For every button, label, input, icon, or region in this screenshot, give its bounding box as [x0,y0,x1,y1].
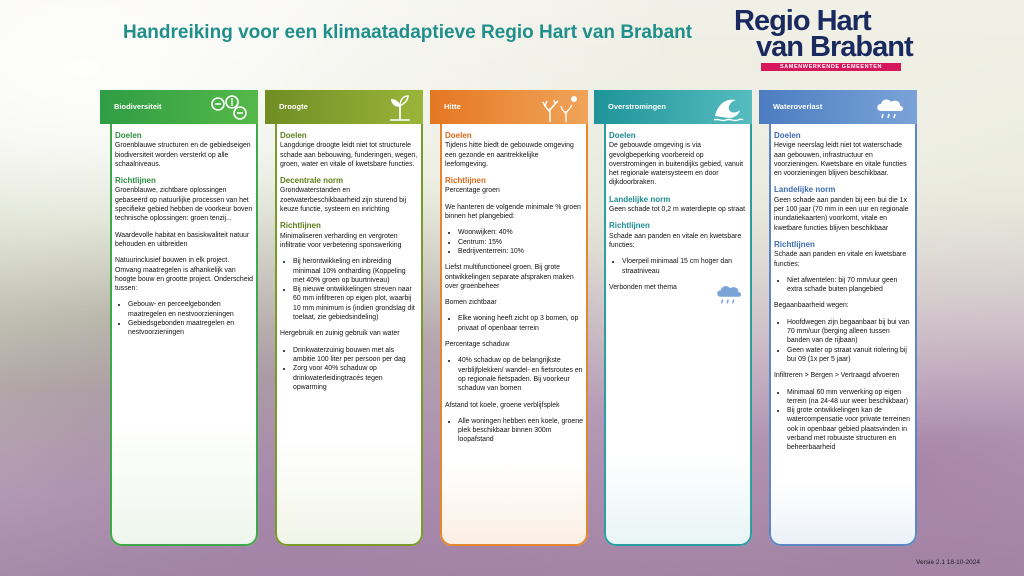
section-paragraph: Infiltreren > Bergen > Vertraagd afvoeren [774,372,900,380]
leaf-animals-icon [210,94,250,124]
bullet-list [280,257,418,322]
bullet-list [609,257,747,276]
bullet-item: • Vloerpeil minimaal 15 cm hoger dan straatniveau [622,257,747,276]
section-paragraph: Geen schade aan panden bij een bui die 1x per 100 jaar (70 mm in een uur en regionale inundatiekaarten) voorkomt, vitale en kwetbare functies blijven beschikbaar [774,196,909,232]
card-header [430,90,588,124]
section-heading: Doelen [774,131,801,140]
card-title: Wateroverlast [773,102,823,111]
card-wateroverlast [759,90,917,546]
bullet-item: • Hoofdwegen zijn begaanbaar bij bui van 70 mm/uur (berging alleen tussen banden van de rijbaan) [787,318,912,346]
section-paragraph: Natuurinclusief bouwen in elk project. Omvang maatregelen is afhankelijk van hoogte bouw en grootte project. Onderscheid tussen: [115,257,253,293]
section-heading: Doelen [609,131,636,140]
section-heading: Doelen [280,131,307,140]
card-biodiversiteit [100,90,258,546]
section-paragraph: Langdurige droogte leidt niet tot structurele schade aan bebouwing, funderingen, wegen, groen, water en vitale of kwetsbare functies. [280,142,418,168]
sprout-icon [385,94,415,124]
card-body [275,122,423,546]
section-paragraph: Groenblauwe structuren en de gebiedseigen biodiversiteit worden versterkt op alle schaalniveaus. [115,142,251,168]
rain-cloud-icon [873,94,909,124]
bullet-item: • Drinkwaterzuinig bouwen met als ambitie 100 liter per persoon per dag [293,346,418,365]
card-content [445,128,583,452]
bullet-item: • 40% schaduw op de belangrijkste verblijfplekken/ wandel- en fietsroutes en op regionale fietspaden. Bij voorkeur schaduw van bomen [458,356,583,393]
section-heading: Richtlijnen [280,221,321,231]
bullet-list [280,346,418,392]
section-paragraph: De gebouwde omgeving is via gevolgbeperking voorbereid op overstromingen in buitendijks gebied, vanuit het regionale watersysteem en door dijkdoorbraken. [609,142,744,187]
section-paragraph: Waardevolle habitat en basiskwaliteit natuur behouden en uitbreiden [115,231,250,248]
card-content [280,128,418,399]
card-header [594,90,752,124]
section-paragraph: We hanteren de volgende minimale % groen binnen het plangebied: [445,203,581,221]
section-paragraph: Minimaliseren verharding en vergroten infiltratie voor verbetering sponswerking [280,232,402,249]
section-paragraph: Verbonden met thema [609,283,677,291]
bullet-item: • Bedrijventerrein: 10% [458,247,583,256]
section-paragraph: Hergebruik en zuinig gebruik van water [280,330,400,338]
card-title: Droogte [279,102,308,111]
bullet-item: • Minimaal 60 mm verwerking op eigen terrein (na 24-48 uur weer beschikbaar) [787,388,912,407]
section-heading: Landelijke norm [609,194,671,204]
bullet-item: • Gebiedsgebonden maatregelen en nestvoorzieningen [128,319,253,338]
bullet-list [774,388,912,453]
section-heading: Richtlijnen [609,221,650,231]
bullet-item: • Gebouw- en perceelgebonden maatregelen en nestvoorzieningen [128,300,253,319]
card-content [774,128,912,460]
bullet-item: • Woonwijken: 40% [458,228,583,237]
card-droogte [265,90,423,546]
card-header [100,90,258,124]
bullet-item: • Bij nieuwe ontwikkelingen streven naar 60 mm infiltreren op eigen plot, waarbij 10 mm minimum is (indien grondslag dit toelaat, zie gebiedsindeling) [293,285,418,322]
card-title: Biodiversiteit [114,102,162,111]
bullet-item: • Bij grote ontwikkelingen kan de watercompensatie voor private terreinen ook in openbaar gebied plaatsvinden in verband met robuuste structuren en beheerbaarheid [787,406,912,452]
logo-tagline: SAMENWERKENDE GEMEENTEN [761,63,901,71]
card-body [604,122,752,546]
bullet-list [115,300,253,337]
regio-logo [734,5,920,71]
section-paragraph: Geen schade tot 0,2 m waterdiepte op straat [609,206,745,214]
bullet-list [774,318,912,364]
section-paragraph: Begaanbaarheid wegen: [774,302,849,310]
card-header [265,90,423,124]
card-content [115,128,253,345]
bullet-list [774,276,912,295]
card-title: Overstromingen [608,102,666,111]
card-hitte [430,90,588,546]
logo-line2: van Brabant [756,31,913,63]
section-paragraph: Schade aan panden en vitale en kwetsbare functies: [609,232,742,249]
section-paragraph: Hevige neerslag leidt niet tot waterschade aan gebouwen, infrastructuur en voorzieningen. Kwetsbare en vitale functies en voorzieningen blijven beschikbaar. [774,142,907,178]
section-paragraph: Liefst multifunctioneel groen. Bij grote ontwikkelingen separate afspraken maken over groenbeheer [445,264,574,290]
card-body [110,122,258,546]
card-header [759,90,917,124]
bullet-item: • Elke woning heeft zicht op 3 bomen, op privaat of openbaar terrein [458,314,583,333]
bullet-list [445,356,583,393]
card-body [440,122,588,546]
section-heading: Doelen [115,131,142,140]
bullet-item: • Geen water op straat vanuit riolering bij bui 09 (1x per 5 jaar) [787,346,912,365]
section-paragraph: Bomen zichtbaar [445,299,497,307]
bullet-item: • Alle woningen hebben een koele, groene plek beschikbaar binnen 300m loopafstand [458,417,583,445]
bullet-item: • Centrum: 15% [458,238,583,247]
section-paragraph: Groenblauwe, zichtbare oplossingen gebaseerd op natuurlijke processen van het specifieke gebied hebben de voorkeur boven technische oplossingen: groen tenzij... [115,187,253,223]
section-paragraph: Afstand tot koele, groene verblijfsplek [445,401,560,409]
bullet-list [445,417,583,445]
bullet-item: • Bij herontwikkeling en inbreiding minimaal 10% ontharding (Koppeling met 40% groen op buurtniveau) [293,257,418,285]
version-label: Versie 2.1 18-10-2024 [916,559,980,566]
bullet-list [445,228,583,256]
wave-icon [712,94,744,124]
card-body [769,122,917,546]
section-paragraph: Tijdens hitte biedt de gebouwde omgeving een gezonde en aantrekkelijke leefomgeving. [445,142,574,168]
section-paragraph: Percentage groen [445,187,500,195]
card-overstromingen [594,90,752,546]
section-heading: Landelijke norm [774,185,836,195]
section-paragraph: Schade aan panden en vitale en kwetsbare functies: [774,251,907,268]
section-paragraph: Grondwaterstanden en zoetwaterbeschikbaarheid zijn sturend bij keuze functie, systeem en inrichting [280,187,407,214]
bullet-item: • Niet afwentelen: bij 70 mm/uur geen extra schade buiten plangebied [787,276,912,295]
section-heading: Decentrale norm [280,176,344,186]
bullet-list [445,314,583,333]
section-paragraph: Percentage schaduw [445,341,510,349]
section-heading: Richtlijnen [445,176,486,186]
card-content [609,128,747,310]
bullet-item: • Zorg voor 40% schaduw op drinkwaterleidingtracés tegen opwarming [293,364,418,392]
section-heading: Doelen [445,131,472,140]
card-title: Hitte [444,102,461,111]
logo-line1: Regio Hart [734,5,871,37]
bare-tree-sun-icon [538,94,580,126]
page-title: Handreiking voor een klimaatadaptieve Regio Hart van Brabant [123,22,693,43]
section-heading: Richtlijnen [115,176,156,186]
section-heading: Richtlijnen [774,239,815,249]
